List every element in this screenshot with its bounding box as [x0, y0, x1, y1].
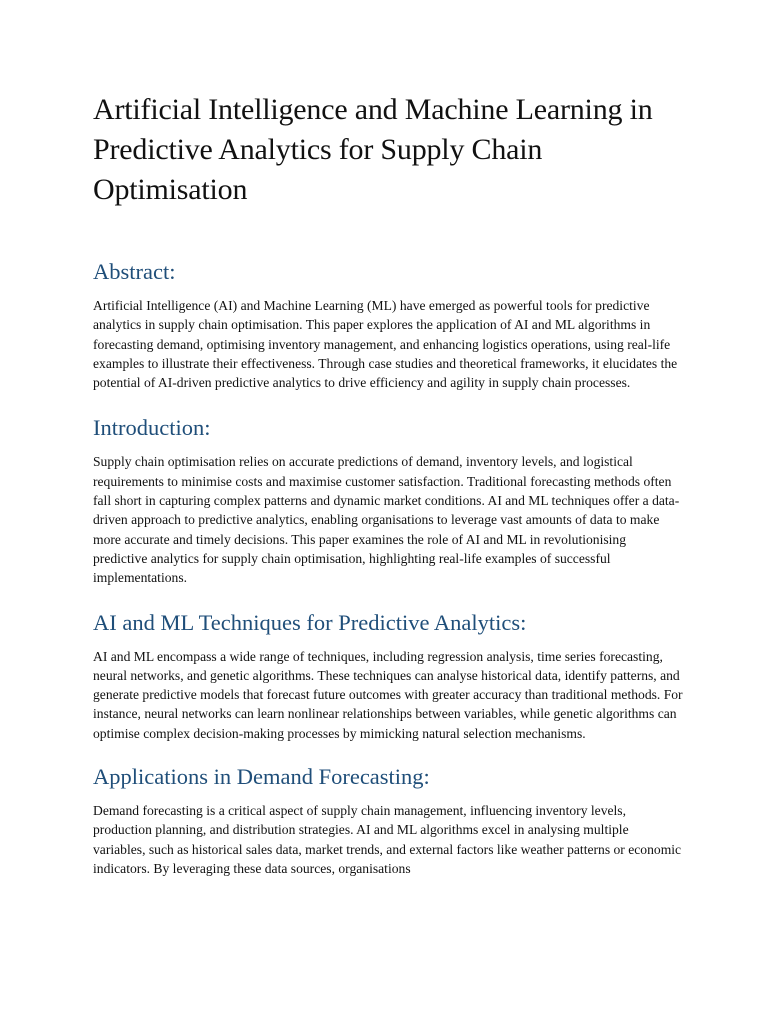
document-page	[93, 90, 683, 878]
techniques-heading: AI and ML Techniques for Predictive Analytics:	[93, 609, 527, 635]
document-title: Artificial Intelligence and Machine Learning in Predictive Analytics for Supply Chain Optimisation	[93, 93, 653, 206]
demand-forecasting-heading: Applications in Demand Forecasting:	[93, 764, 430, 790]
introduction-paragraph: Supply chain optimisation relies on accurate predictions of demand, inventory levels, and logistical requirements to minimise costs and maximise customer satisfaction. Traditional forecasting methods often fall short in capturing complex patterns and dynamic market conditions. AI and ML techniques offer a data-driven approach to predictive analytics, enabling organisations to leverage vast amounts of data to make more accurate and timely decisions. This paper examines the role of AI and ML in revolutionising predictive analytics for supply chain optimisation, highlighting real-life examples of successful implementations.	[93, 454, 680, 586]
techniques-paragraph: AI and ML encompass a wide range of techniques, including regression analysis, time series forecasting, neural networks, and genetic algorithms. These techniques can analyse historical data, identify patterns, and generate predictive models that forecast future outcomes with greater accuracy than traditional methods. For instance, neural networks can learn nonlinear relationships between variables, while genetic algorithms can optimise complex decision-making processes by mimicking natural selection mechanisms.	[93, 648, 683, 741]
abstract-paragraph: Artificial Intelligence (AI) and Machine Learning (ML) have emerged as powerful tools for predictive analytics in supply chain optimisation. This paper explores the application of AI and ML algorithms in forecasting demand, optimising inventory management, and enhancing logistics operations, using real-life examples to illustrate their effectiveness. Through case studies and theoretical frameworks, it elucidates the potential of AI-driven predictive analytics to drive efficiency and agility in supply chain processes.	[93, 298, 678, 391]
introduction-heading: Introduction:	[93, 415, 211, 441]
demand-forecasting-paragraph: Demand forecasting is a critical aspect of supply chain management, influencing inventory levels, production planning, and distribution strategies. AI and ML algorithms excel in analysing multiple variables, such as historical sales data, market trends, and external factors like weather patterns or economic indicators. By leveraging these data sources, organisations	[93, 803, 682, 876]
abstract-heading: Abstract:	[93, 259, 176, 284]
